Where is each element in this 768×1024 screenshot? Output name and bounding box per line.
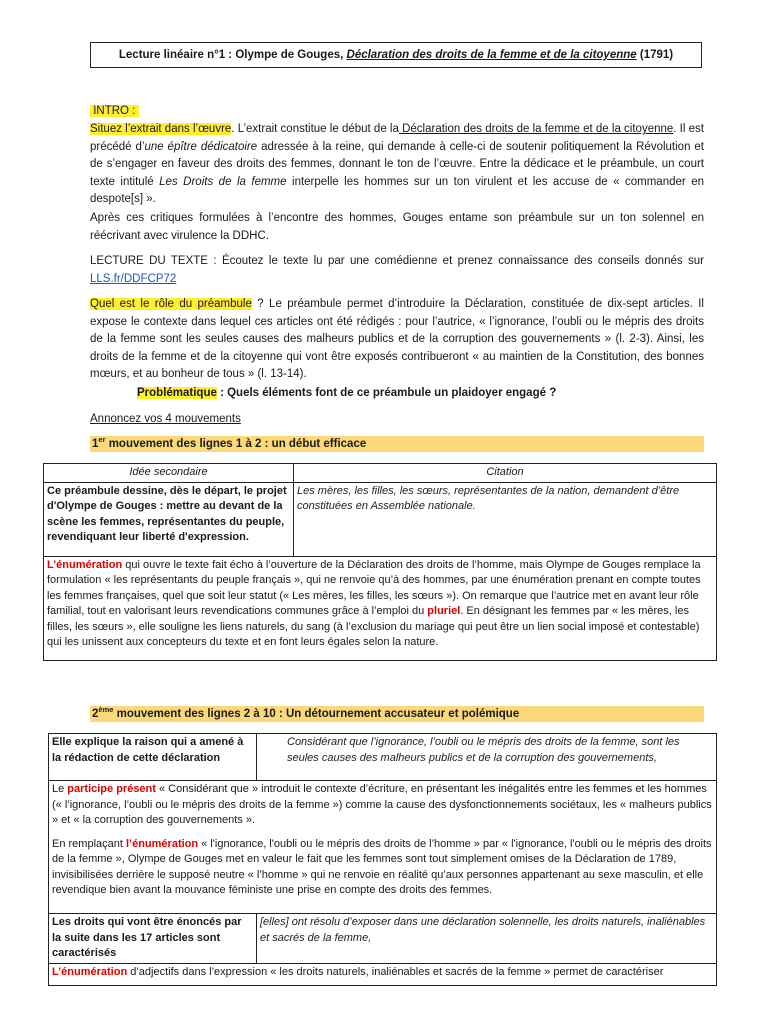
announce-movements: Annoncez vos 4 mouvements xyxy=(90,413,241,425)
intro-label-line xyxy=(90,103,139,121)
analysis-cell xyxy=(49,781,717,914)
movement-2-analysis-row-1 xyxy=(49,781,717,914)
idea-cell: Elle explique la raison qui a amené à la rédaction de cette déclaration xyxy=(49,734,257,781)
movement-1-row xyxy=(44,482,717,556)
movement-1-header-row xyxy=(44,464,717,483)
movement-1-table xyxy=(43,463,717,661)
movement-2-heading: 2ème mouvement des lignes 2 à 10 : Un détournement accusateur et polémique xyxy=(90,706,704,722)
movement-1-analysis-row xyxy=(44,556,717,660)
movement-2-analysis-row-2 xyxy=(49,963,717,985)
problematique-label: Problématique xyxy=(137,387,217,399)
problematique-line xyxy=(137,385,556,403)
idea-cell: Ce préambule dessine, dès le départ, le projet d'Olympe de Gouges : mettre au devant de la scène les femmes, représentantes du peuple, revendiquant leur liberté d'expression. xyxy=(44,482,294,556)
analysis-enumeration: En remplaçant l’énumération « l'ignorance, l'oubli ou le mépris des droits de l’homme » par « l'ignorance, l'oubli ou le mépris des droits de la femme », Olympe de Gouges met en valeur le fait que les femmes sont tout simplement omises de la Déclaration de 1789, invisibilisées derrière le supposé neutre « l’homme » qui ne renvoie en réalité qu’aux personnes appartenant au sexe masculin, et elle revendique bien avant la mouvance féministe une prise en compte des droits des femmes. xyxy=(52,837,712,896)
lls-link[interactable]: LLS.fr/DDFCP72 xyxy=(90,272,177,285)
preamble-question-paragraph: Quel est le rôle du préambule ? Le préambule permet d’introduire la Déclaration, constituée de dix-sept articles. Il expose le contexte dans lequel ces articles ont été rédigés : pour l’autrice, « l’ignorance, l’oubli ou le mépris des droits de la femme sont les seules causes des malheurs publics et de la corruption des gouvernements » (l. 2-3). Ainsi, les droits de la femme et de la citoyenne qui vont être exposés contribueront « au maintien de la Constitution, des bonnes mœurs, et au bonheur de tous » (l. 13-14). xyxy=(90,298,704,380)
title-work: Déclaration des droits de la femme et de la citoyenne xyxy=(346,49,637,61)
document-title xyxy=(90,42,702,68)
analysis-cell: L’énumération d’adjectifs dans l’expression « les droits naturels, inaliénables et sacrés de la femme » permet de caractériser xyxy=(49,963,717,985)
movement-1-heading: 1er mouvement des lignes 1 à 2 : un début efficace xyxy=(90,436,704,452)
intro-paragraph-1: Situez l’extrait dans l’œuvre. L’extrait constitue le début de la Déclaration des droits de la femme et de la citoyenne. Il est précédé d’une épître dédicatoire adressée à la reine, qui demande à celle-ci de soutenir politiquement la Révolution et de s’engager en faveur des droits des femmes, donnant le ton de l’œuvre. Entre la dédicace et le préambule, un court texte intitulé Les Droits de la femme interpelle les hommes sur un ton virulent et les accuse de « commander en despote[s] ». xyxy=(90,123,704,205)
preamble-question-label: Quel est le rôle du préambule xyxy=(90,298,252,310)
intro-paragraph-2: Après ces critiques formulées à l’encontre des hommes, Gouges entame son préambule sur un ton solennel en réécrivant avec virulence la DDHC. xyxy=(90,212,704,242)
header-citation: Citation xyxy=(294,464,717,483)
problematique-text: : Quels éléments font de ce préambule un plaidoyer engagé ? xyxy=(216,387,557,399)
header-idee: Idée secondaire xyxy=(44,464,294,483)
citation-cell: [elles] ont résolu d’exposer dans une déclaration solennelle, les droits naturels, inaliénables et sacrés de la femme, xyxy=(257,914,717,964)
title-prefix: Lecture linéaire n°1 : Olympe de Gouges, xyxy=(118,49,347,61)
analysis-cell: L’énumération qui ouvre le texte fait écho à l’ouverture de la Déclaration des droits de l’homme, mais Olympe de Gouges remplace la formulation « les représentants du peuple français », qui ne renvoie qu’à des hommes, par une énumération prenant en compte toutes les femmes françaises, quel que soit leur statut (« Les mères, les filles, les sœurs »). On remarque que l’autrice met en avant leur rôle familial, tout en valorisant leurs revendications communes grâce à l’emploi du pluriel. En désignant les femmes par « les mères, les filles, les sœurs », elle souligne les liens naturels, du sang (à l’exclusion du mariage qui peut être un lien social imposé et contestable) qui les unissent aux concepteurs du texte et en font leurs égales selon la nature. xyxy=(44,556,717,660)
title-year: (1791) xyxy=(636,49,674,61)
citation-cell: Les mères, les filles, les sœurs, représentantes de la nation, demandent d’être constituées en Assemblée nationale. xyxy=(294,482,717,556)
movement-2-row-2 xyxy=(49,914,717,964)
citation-cell: Considérant que l’ignorance, l’oubli ou le mépris des droits de la femme, sont les seules causes des malheurs publics et de la corruption des gouvernements, xyxy=(257,734,717,781)
analysis-participe: Le participe présent « Considérant que » introduit le contexte d’écriture, en présentant les inégalités entre les femmes et les hommes (« l’ignorance, l’oubli ou le mépris des droits de la femme ») comme la cause des dysfonctionnements sociétaux, les « malheurs publics » et « la corruption des gouvernements ». xyxy=(52,783,712,826)
reading-paragraph: LECTURE DU TEXTE : Écoutez le texte lu par une comédienne et prenez connaissance des conseils donnés sur LLS.fr/DDFCP72 xyxy=(90,255,704,285)
intro-label: INTRO : xyxy=(90,105,139,117)
movement-2-row-1 xyxy=(49,734,717,781)
movement-2-table xyxy=(48,733,717,986)
situate-label: Situez l’extrait dans l’œuvre xyxy=(90,123,232,135)
idea-cell: Les droits qui vont être énoncés par la suite dans les 17 articles sont caractérisés xyxy=(49,914,257,964)
